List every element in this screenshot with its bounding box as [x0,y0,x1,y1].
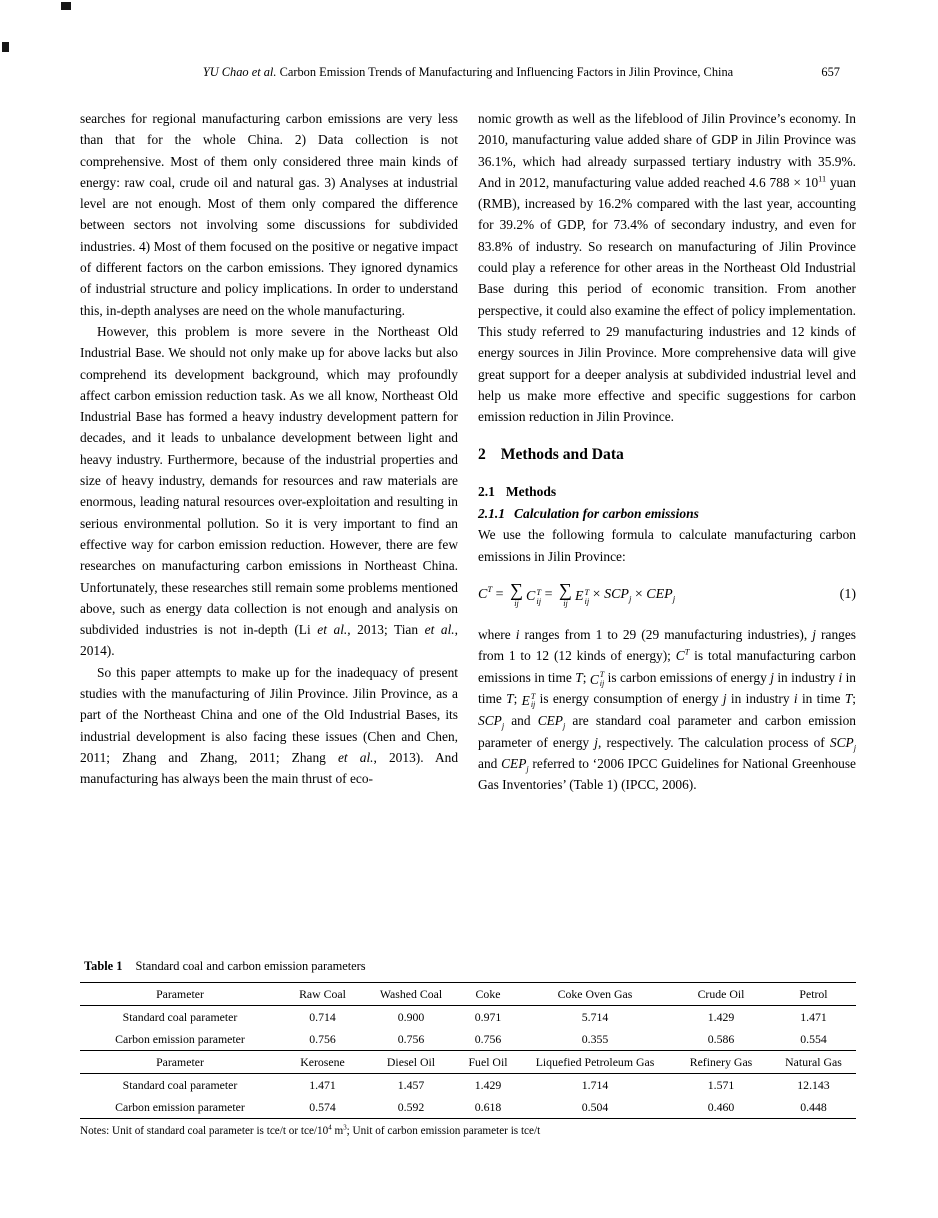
right-column [478,108,856,953]
table-cell: 0.756 [365,1028,457,1051]
running-header [80,64,856,81]
section-heading [478,444,856,466]
table-cell: 1.571 [707,1077,735,1092]
table-cell: 1.714 [581,1077,609,1092]
table-header-band-1 [80,983,856,1006]
table-header-cell: Diesel Oil [365,1051,457,1074]
table-cell: 0.554 [771,1028,856,1051]
table-header-cell: Washed Coal [365,983,457,1006]
table-header-cell: Fuel Oil [457,1051,519,1074]
table-cell: 0.355 [519,1028,671,1051]
header-title-text: Carbon Emission Trends of Manufacturing and Influencing Factors in Jilin Province, China [276,65,734,79]
subsection-number: 2.1 [478,484,495,500]
table-cell: 0.714 [309,1009,336,1024]
table-section [80,959,856,1137]
scan-artifact [2,42,9,52]
table-cell: 12.143 [797,1077,830,1092]
table-header-row [80,1051,856,1074]
table-header-cell: Natural Gas [771,1051,856,1074]
paragraph: However, this problem is more severe in the Northeast Old Industrial Base. We should not only make up for above lacks but also comprehend its development background, which may profoundly affect carbon emission reduction task. As we all know, Northeast Old Industrial Base has formed a heavy industry development pattern for decades, and it leads to unbalance development between light and heavy industry. Furthermore, because of the industrial properties and size of heavy industry, demands for resources and raw materials are enormous, leading natural resources over-exploitation and resulting in serious environmental pollution. So it is very important to find an effective way for carbon emission reduction. However, there are few researches on manufacturing carbon emissions in Northeast China. Unfortunately, these researches still remain some problems mentioned above, such as energy data collection is not enough and analysis on subdivided industries is not in-depth (Li et al., 2013; Tian et al., 2014). [80,323,458,659]
table-row [80,1074,856,1097]
table-cell: 5.714 [581,1009,609,1024]
table-header-cell: Raw Coal [280,983,365,1006]
paragraph: where i ranges from 1 to 29 (29 manufacturing industries), j ranges from 1 to 12 (12 kinds of energy); $C^T$ is total manufacturing carbon emissions in time T; C T ij is carbon emissions of energy j in industry i in time T; E T ij is energy consumption of energy j in industry i in time T; $SCP_j$ and $CEP_j$ are standard coal parameter and carbon emission parameter of energy j, respectively. The calculation process of $SCP_j$ and $CEP_j$ referred to ‘2006 IPCC Guidelines for National Greenhouse Gas Inventories’ (Table 1) (IPCC, 2006). [478,627,856,793]
paragraph: searches for regional manufacturing carbon emissions are very less than that for the whole China. 2) Data collection is not comprehensive. Most of them only considered three main kinds of energy: raw coal, crude oil and natural gas. 3) Analyses at industrial level are not enough. Most of them only compared the difference between sectors not involving some discussions for subdivided industries. 4) Most of them focused on the positive or negative impact of different factors on the carbon emissions. They ignored dynamics of industrial structure and policy implications. In order to understand this, in-depth analyses are need on the whole manufacturing. [80,111,458,318]
table-header-row [80,983,856,1006]
table-cell: 0.592 [397,1099,425,1114]
equation-number: (1) [839,587,856,603]
table-cell: 0.756 [280,1028,365,1051]
table-cell: Carbon emission parameter [80,1028,280,1051]
subsubsection-title: Calculation for carbon emissions [514,505,699,521]
table-cell: Carbon emission parameter [115,1099,245,1114]
table-cell: Standard coal parameter [122,1077,238,1092]
two-column-body [80,108,856,953]
table-caption-text: Standard coal and carbon emission parameters [135,959,366,973]
table-cell: Standard coal parameter [122,1009,238,1024]
table-cell: 0.504 [581,1099,609,1114]
table-data-band-1 [80,1006,856,1051]
table-header-cell: Parameter [80,983,280,1006]
page-number: 657 [821,65,840,79]
table-row [80,1096,856,1119]
table-cell: 1.471 [800,1009,827,1024]
section-number: 2 [478,446,486,464]
table-caption-label: Table 1 [84,959,123,973]
table-data-band-2 [80,1074,856,1119]
table-cell: 0.586 [671,1028,771,1051]
math-term: E T ij [574,588,590,607]
table-notes: Notes: Unit of standard coal parameter is tce/t or tce/$10^4$ $m^3$; Unit of carbon emission parameter is tce/t [80,1123,541,1137]
subsection-heading [478,481,856,503]
equation [478,579,856,611]
table-header-cell: Petrol [771,983,856,1006]
table-cell: 0.618 [474,1099,502,1114]
paragraph: nomic growth as well as the lifeblood of Jilin Province’s economy. In 2010, manufacturing value added share of GDP in Jilin Province was 36.1%, which had already surpassed tertiary industry with 35.9%. And in 2012, manufacturing value added reached 4.6 $788 \times 10^{11}$ yuan (RMB), increased by 16.2% compared with the last year, accounting for 39.2% of GDP, for 73.4% of secondary industry, and even for 83.8% of industry. So research on manufacturing of Jilin Province could play a reference for other areas in the Northeast Old Industrial Base during this period of economic transition. From another perspective, it could also examine the effect of policy implementation. This study referred to 29 manufacturing industries and 12 kinds of energy sources in Jilin Province. More comprehensive data will give great support for a deeper analysis at subdivided industrial level and help us make more effective and specific suggestions for carbon emission reduction in Jilin Province. [478,111,856,425]
table-cell: 0.971 [474,1009,502,1024]
paragraph: We use the following formula to calculate manufacturing carbon emissions in Jilin Province: [478,527,856,564]
math-term: C T ij [526,588,542,607]
section-title: Methods and Data [500,446,624,464]
table-header-cell: Parameter [80,1051,280,1074]
sum-symbol: ∑ ij [510,580,524,608]
table-header-cell: Liquefied Petroleum Gas [519,1051,671,1074]
table-caption [84,959,856,974]
running-header-title [80,64,856,81]
table-header-cell: Refinery Gas [671,1051,771,1074]
table-cell: 1.457 [397,1077,425,1092]
header-authors: YU Chao et al. [202,65,277,79]
subsection-title: Methods [505,484,557,500]
math-term: E T ij [521,691,536,710]
table-cell: 0.756 [457,1028,519,1051]
subsubsection-number: 2.1.1 [478,505,505,521]
table-header-cell: Coke [457,983,519,1006]
left-column [80,108,458,953]
table-cell: 0.900 [397,1009,425,1024]
table-header-cell: Coke Oven Gas [519,983,671,1006]
table-row [80,1006,856,1029]
subsubsection-heading [478,503,856,525]
table-cell: 1.471 [309,1077,336,1092]
table-cell: 0.574 [309,1099,336,1114]
table-header-band-2 [80,1051,856,1074]
sum-symbol: ∑ ij [558,580,572,608]
paragraph: So this paper attempts to make up for the inadequacy of present studies with the manufacturing of Jilin Province. Jilin Province, as a part of the Northeast China and one of the Old Industrial Bases, its industrial development is also facing these issues (Chen and Chen, 2011; Zhang and Zhang, 2011; Zhang et al., 2013). And manufacturing has always been the main thrust of eco- [80,664,459,787]
parameters-table [80,982,856,1119]
table-cell: 1.429 [707,1009,735,1024]
table-header-cell: Crude Oil [671,983,771,1006]
table-cell: 0.460 [707,1099,735,1114]
equation-body: $C^T$ = ∑ ij C T ij = ∑ ij E T ij × $SCP_j \times CEP_j$ [478,580,676,608]
table-row [80,1028,856,1051]
table-cell: 1.429 [474,1077,502,1092]
math-term: C T ij [589,669,605,688]
table-header-cell: Kerosene [280,1051,365,1074]
scan-artifact [61,2,71,10]
table-cell: 0.448 [800,1099,827,1114]
